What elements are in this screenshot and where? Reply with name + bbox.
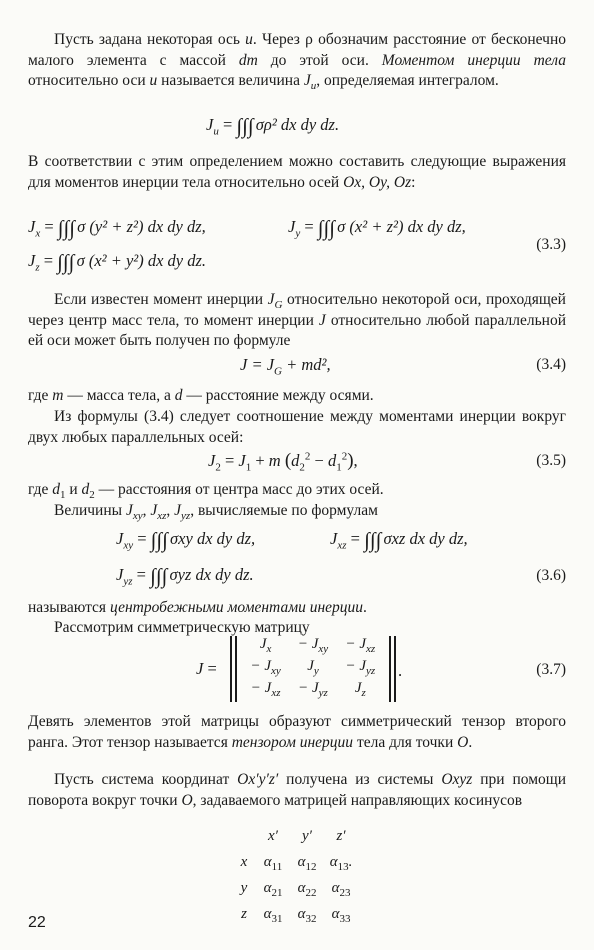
matrix-label: J = [196, 659, 217, 678]
row-label: z [241, 905, 247, 922]
paragraph-moment-definition: Пусть задана некоторая ось u. Через ρ обозначим расстояние от бесконечно малого элемента с массой dm до этой оси. Моментом инерции тела относительно оси u называется величина $J_u$, определяемая интегралом. [28, 31, 566, 93]
formula-jx: $J_x$ = ∫∫∫ σ (y² + z²) dx dy dz, [28, 216, 206, 240]
paragraph-centrifugal-values: Величины $J_{xy}$, $J_{xz}$, $J_{yz}$, вычисляемые по формулам [54, 502, 378, 523]
formula-jxy: $J_{xy}$ = ∫∫∫ σxy dx dy dz, [116, 528, 256, 552]
inertia-matrix [230, 636, 396, 702]
table-row [232, 849, 358, 875]
paragraph-axis-moments: В соответствии с этим определением можно составить следующие выражения для моментов инерции тела относительно осей Ox, Oy, Oz: [28, 153, 566, 191]
matrix-cell: − $J_{yz}$ [345, 658, 376, 677]
row-label: y [240, 879, 248, 896]
matrix-row [242, 680, 384, 702]
direction-cosines-table [232, 823, 358, 927]
table-cell: $\alpha_{11}$ [263, 853, 283, 873]
table-cell: $\alpha_{33}$ [331, 905, 351, 925]
matrix-cell: $J_x$ [259, 636, 272, 655]
matrix-cell: $J_y$ [307, 658, 319, 677]
table-cell: $\alpha_{21}$ [263, 879, 283, 899]
table-cell: $\alpha_{12}$ [297, 853, 317, 873]
matrix-row [242, 636, 384, 658]
paragraph-steiner: Если известен момент инерции $J_G$ относительно некоторой оси, проходящей через центр масс тела, то момент инерции J относительно любой параллельной ей оси может быть получен по формуле [28, 291, 566, 350]
formula-ju: $J_u$ = ∫∫∫ σρ² dx dy dz. [206, 114, 340, 138]
table-row [232, 875, 358, 901]
formula-jy: $J_y$ = ∫∫∫ σ (x² + z²) dx dy dz, [288, 216, 466, 240]
paragraph-parallel-axes: Из формулы (3.4) следует соотношение между моментами инерции вокруг двух любых параллельных осей: [28, 408, 566, 446]
matrix-cell: $J_z$ [354, 680, 366, 699]
column-header: x′ [268, 827, 278, 844]
matrix-cell: − $J_{xy}$ [297, 636, 329, 655]
table-cell: $\alpha_{22}$ [297, 879, 317, 899]
equation-number-3-5: (3.5) [536, 452, 566, 469]
matrix-row [242, 658, 384, 680]
term-inertia-tensor: тензором инерции [231, 733, 354, 751]
paragraph-centrifugal-term: называются центробежными моментами инерции. [28, 599, 367, 616]
formula-parallel: $J_2 = J_1 + m$ $(d_2^2 - d_1^2)$, [208, 450, 358, 474]
table-cell: $\alpha_{23}$ [331, 879, 351, 899]
matrix-period: . [398, 661, 403, 680]
matrix-cell: − $J_{xz}$ [345, 636, 376, 655]
page-number: 22 [28, 914, 46, 931]
matrix-cell: − $J_{xy}$ [250, 658, 281, 677]
formula-jxz: $J_{xz}$ = ∫∫∫ σxz dx dy dz, [330, 528, 468, 552]
row-label: x [240, 853, 248, 870]
matrix-cell: − $J_{yz}$ [298, 680, 328, 699]
formula-jyz: $J_{yz}$ = ∫∫∫ σyz dx dy dz. [116, 564, 254, 588]
matrix-cell: − $J_{xz}$ [250, 680, 281, 699]
table-cell: $\alpha_{31}$ [263, 905, 283, 925]
equation-number-3-7: (3.7) [536, 661, 566, 678]
column-header: z′ [336, 827, 346, 844]
table-cell: $\alpha_{13}$. [329, 853, 353, 873]
table-row [232, 901, 358, 927]
paragraph-symmetric-matrix: Рассмотрим симметрическую матрицу [54, 619, 310, 636]
equation-number-3-3: (3.3) [536, 236, 566, 253]
column-header: y′ [302, 827, 312, 844]
paragraph-rotation: Пусть система координат Ox′y′z′ получена из системы Oxyz при помощи поворота вокруг точки O, задаваемого матрицей направляющих косинусов [28, 771, 566, 809]
table-header-row [232, 823, 358, 849]
equation-number-3-6: (3.6) [536, 567, 566, 584]
paragraph-where-m-d: где m — масса тела, а d — расстояние между осями. [28, 387, 374, 404]
equation-number-3-4: (3.4) [536, 356, 566, 373]
paragraph-where-d1-d2: где $d_1$ и $d_2$ — расстояния от центра масс до этих осей. [28, 481, 384, 502]
term-moment-of-inertia: Моментом инерции тела [381, 51, 566, 69]
formula-steiner: $J = J_G + md^2$, [240, 355, 331, 378]
paragraph-inertia-tensor: Девять элементов этой матрицы образуют симметрический тензор второго ранга. Этот тензор называется тензором инерции тела для точки O. [28, 713, 566, 751]
formula-jz: $J_z$ = ∫∫∫ σ (x² + y²) dx dy dz. [28, 250, 207, 274]
table-cell: $\alpha_{32}$ [297, 905, 317, 925]
